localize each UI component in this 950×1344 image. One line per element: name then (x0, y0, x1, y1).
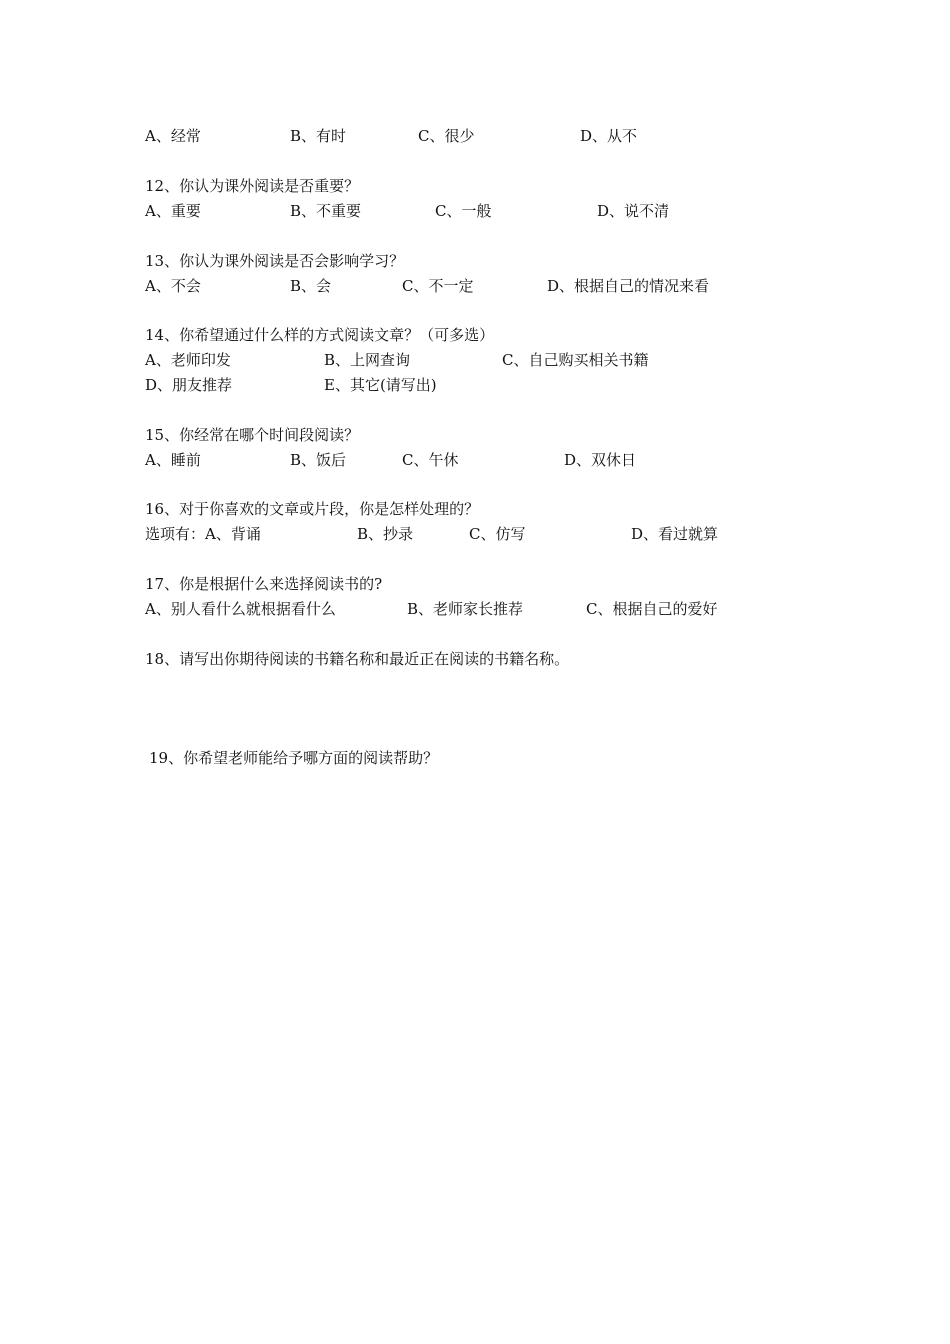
option-a: 选项有：A、背诵 (145, 525, 261, 543)
option-c: C、午休 (402, 451, 459, 469)
option-b: B、不重要 (290, 202, 362, 220)
option-a: A、别人看什么就根据看什么 (145, 600, 336, 618)
option-c: C、根据自己的爱好 (586, 600, 718, 618)
option-d: D、朋友推荐 (145, 376, 233, 394)
option-b: B、有时 (290, 127, 347, 145)
option-d: D、双休日 (564, 451, 637, 469)
question-text: 19、你希望老师能给予哪方面的阅读帮助？ (149, 749, 439, 767)
question-text: 12、你认为课外阅读是否重要？ (145, 177, 360, 195)
option-c: C、不一定 (402, 277, 474, 295)
option-c: C、自己购买相关书籍 (502, 351, 649, 369)
option-c: C、一般 (435, 202, 492, 220)
question-text: 13、你认为课外阅读是否会影响学习？ (145, 252, 405, 270)
option-a: A、老师印发 (145, 351, 231, 369)
option-b: B、老师家长推荐 (407, 600, 524, 618)
option-d: D、看过就算 (631, 525, 719, 543)
option-c: C、仿写 (469, 525, 526, 543)
option-b: B、会 (290, 277, 332, 295)
option-d: D、从不 (580, 127, 638, 145)
option-a: A、重要 (145, 202, 201, 220)
option-c: C、很少 (418, 127, 475, 145)
question-text: 15、你经常在哪个时间段阅读？ (145, 426, 360, 444)
option-a: A、经常 (145, 127, 201, 145)
question-text: 14、你希望通过什么样的方式阅读文章？（可多选） (145, 326, 495, 344)
question-text: 16、对于你喜欢的文章或片段，你是怎样处理的？ (145, 500, 480, 518)
option-a: A、不会 (145, 277, 201, 295)
option-b: B、抄录 (357, 525, 414, 543)
option-b: B、饭后 (290, 451, 347, 469)
option-a: A、睡前 (145, 451, 201, 469)
option-d: D、说不清 (597, 202, 670, 220)
question-text: 18、请写出你期待阅读的书籍名称和最近正在阅读的书籍名称。 (145, 650, 570, 668)
option-e: E、其它(请写出) (324, 376, 437, 394)
option-d: D、根据自己的情况来看 (547, 277, 710, 295)
question-text: 17、你是根据什么来选择阅读书的? (145, 575, 383, 593)
option-b: B、上网查询 (324, 351, 411, 369)
